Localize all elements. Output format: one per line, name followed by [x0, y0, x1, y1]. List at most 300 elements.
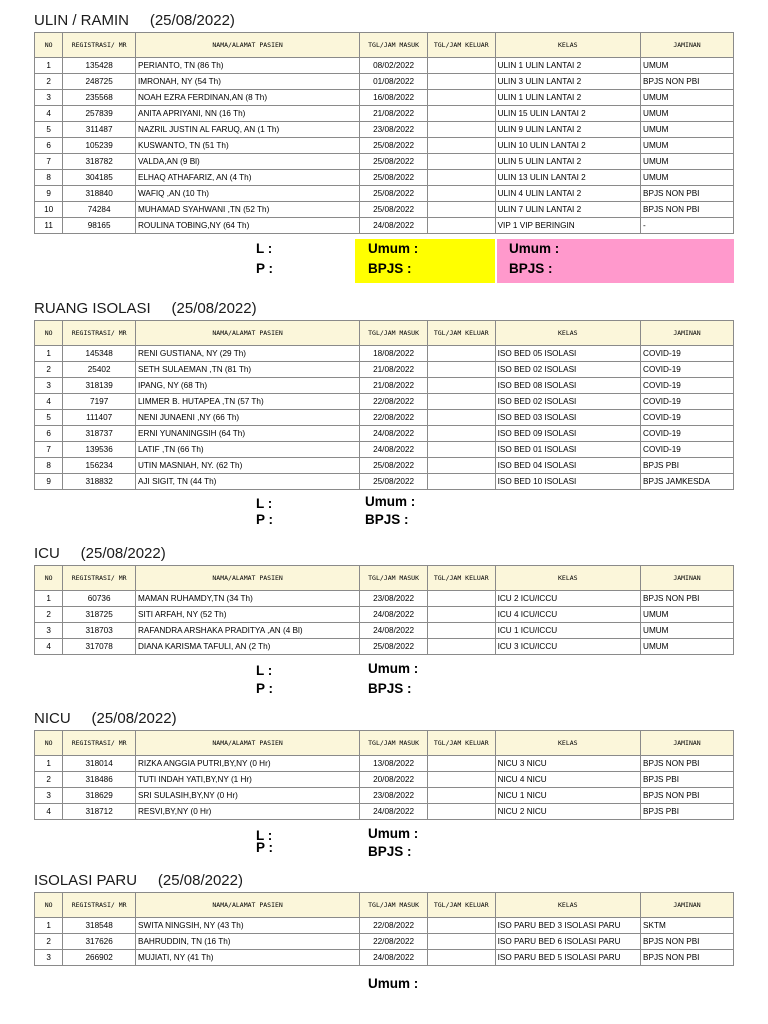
col-keluar: TGL/JAM KELUAR — [427, 566, 495, 591]
table-row — [35, 623, 734, 639]
col-nama: NAMA/ALAMAT PASIEN — [136, 893, 360, 918]
table-row — [35, 378, 734, 394]
table-row — [35, 591, 734, 607]
cell-jaminan: BPJS PBI — [641, 458, 734, 474]
table-row — [35, 756, 734, 772]
cell-masuk: 23/08/2022 — [360, 122, 428, 138]
cell-kelas: ISO BED 02 ISOLASI — [495, 394, 640, 410]
cell-keluar — [427, 804, 495, 820]
cell-reg: 317626 — [63, 934, 136, 950]
cell-nama: LATIF ,TN (66 Th) — [136, 442, 360, 458]
cell-no: 7 — [35, 154, 63, 170]
table-row — [35, 458, 734, 474]
table-row — [35, 934, 734, 950]
summary-bpjs-label-2: BPJS : — [509, 261, 553, 276]
table-row — [35, 410, 734, 426]
cell-reg: 318014 — [63, 756, 136, 772]
cell-nama: DIANA KARISMA TAFULI, AN (2 Th) — [136, 639, 360, 655]
cell-reg: 318486 — [63, 772, 136, 788]
cell-no: 3 — [35, 378, 63, 394]
cell-nama: MUHAMAD SYAHWANI ,TN (52 Th) — [136, 202, 360, 218]
table-row — [35, 804, 734, 820]
col-reg: REGISTRASI/ MR — [63, 731, 136, 756]
cell-jaminan: COVID-19 — [641, 442, 734, 458]
cell-masuk: 25/08/2022 — [360, 202, 428, 218]
cell-jaminan: BPJS JAMKESDA — [641, 474, 734, 490]
cell-reg: 235568 — [63, 90, 136, 106]
summary-umum-label: Umum : — [368, 976, 419, 991]
cell-no: 7 — [35, 442, 63, 458]
cell-keluar — [427, 218, 495, 234]
cell-masuk: 22/08/2022 — [360, 934, 428, 950]
cell-reg: 318703 — [63, 623, 136, 639]
col-reg: REGISTRASI/ MR — [63, 321, 136, 346]
col-no: NO — [35, 731, 63, 756]
cell-reg: 318737 — [63, 426, 136, 442]
cell-masuk: 24/08/2022 — [360, 426, 428, 442]
summary-l-label: L : — [256, 828, 273, 843]
cell-reg: 318548 — [63, 918, 136, 934]
cell-masuk: 24/08/2022 — [360, 804, 428, 820]
cell-nama: NAZRIL JUSTIN AL FARUQ, AN (1 Th) — [136, 122, 360, 138]
table-row — [35, 106, 734, 122]
cell-jaminan: BPJS NON PBI — [641, 74, 734, 90]
table-row — [35, 58, 734, 74]
cell-reg: 98165 — [63, 218, 136, 234]
cell-keluar — [427, 122, 495, 138]
cell-nama: UTIN MASNIAH, NY. (62 Th) — [136, 458, 360, 474]
cell-masuk: 23/08/2022 — [360, 788, 428, 804]
col-keluar: TGL/JAM KELUAR — [427, 893, 495, 918]
cell-kelas: ICU 3 ICU/ICCU — [495, 639, 640, 655]
cell-reg: 318840 — [63, 186, 136, 202]
cell-no: 4 — [35, 394, 63, 410]
col-keluar: TGL/JAM KELUAR — [427, 731, 495, 756]
cell-keluar — [427, 623, 495, 639]
cell-reg: 318725 — [63, 607, 136, 623]
cell-jaminan: BPJS NON PBI — [641, 202, 734, 218]
col-masuk: TGL/JAM MASUK — [360, 893, 428, 918]
cell-jaminan: BPJS NON PBI — [641, 934, 734, 950]
cell-kelas: ULIN 1 ULIN LANTAI 2 — [495, 90, 640, 106]
col-keluar: TGL/JAM KELUAR — [427, 321, 495, 346]
cell-nama: VALDA,AN (9 Bl) — [136, 154, 360, 170]
cell-keluar — [427, 591, 495, 607]
table-row — [35, 950, 734, 966]
cell-no: 1 — [35, 58, 63, 74]
table-row — [35, 154, 734, 170]
cell-masuk: 16/08/2022 — [360, 90, 428, 106]
cell-masuk: 25/08/2022 — [360, 154, 428, 170]
table-row — [35, 639, 734, 655]
cell-no: 4 — [35, 106, 63, 122]
cell-no: 1 — [35, 756, 63, 772]
cell-jaminan: UMUM — [641, 90, 734, 106]
col-reg: REGISTRASI/ MR — [63, 33, 136, 58]
cell-keluar — [427, 639, 495, 655]
cell-masuk: 21/08/2022 — [360, 106, 428, 122]
cell-nama: WAFIQ ,AN (10 Th) — [136, 186, 360, 202]
cell-kelas: ULIN 1 ULIN LANTAI 2 — [495, 58, 640, 74]
table-row — [35, 346, 734, 362]
cell-keluar — [427, 106, 495, 122]
cell-nama: BAHRUDDIN, TN (16 Th) — [136, 934, 360, 950]
table-header — [35, 893, 734, 918]
col-jaminan: JAMINAN — [641, 321, 734, 346]
cell-jaminan: BPJS NON PBI — [641, 788, 734, 804]
col-nama: NAMA/ALAMAT PASIEN — [136, 566, 360, 591]
table-row — [35, 362, 734, 378]
cell-reg: 7197 — [63, 394, 136, 410]
cell-kelas: ULIN 9 ULIN LANTAI 2 — [495, 122, 640, 138]
cell-jaminan: UMUM — [641, 122, 734, 138]
cell-masuk: 22/08/2022 — [360, 394, 428, 410]
col-jaminan: JAMINAN — [641, 893, 734, 918]
cell-kelas: VIP 1 VIP BERINGIN — [495, 218, 640, 234]
cell-nama: IMRONAH, NY (54 Th) — [136, 74, 360, 90]
table-header — [35, 566, 734, 591]
cell-no: 6 — [35, 138, 63, 154]
cell-no: 2 — [35, 934, 63, 950]
cell-no: 8 — [35, 170, 63, 186]
section-title: RUANG ISOLASI (25/08/2022) — [34, 300, 257, 317]
table-header — [35, 731, 734, 756]
cell-reg: 304185 — [63, 170, 136, 186]
col-jaminan: JAMINAN — [641, 566, 734, 591]
cell-jaminan: UMUM — [641, 623, 734, 639]
cell-nama: ANITA APRIYANI, NN (16 Th) — [136, 106, 360, 122]
cell-nama: MAMAN RUHAMDY,TN (34 Th) — [136, 591, 360, 607]
col-jaminan: JAMINAN — [641, 731, 734, 756]
table-row — [35, 186, 734, 202]
summary-umum-label-2: Umum : — [509, 241, 560, 256]
patient-table — [34, 32, 734, 234]
cell-masuk: 18/08/2022 — [360, 346, 428, 362]
summary-p-label: P : — [256, 840, 274, 855]
cell-keluar — [427, 362, 495, 378]
col-jaminan: JAMINAN — [641, 33, 734, 58]
summary — [34, 239, 734, 283]
cell-jaminan: UMUM — [641, 170, 734, 186]
cell-no: 4 — [35, 804, 63, 820]
cell-jaminan: BPJS PBI — [641, 804, 734, 820]
cell-masuk: 22/08/2022 — [360, 410, 428, 426]
cell-jaminan: SKTM — [641, 918, 734, 934]
cell-reg: 317078 — [63, 639, 136, 655]
cell-kelas: ISO BED 01 ISOLASI — [495, 442, 640, 458]
summary-umum-label: Umum : — [368, 661, 419, 676]
cell-no: 3 — [35, 90, 63, 106]
cell-nama: NENI JUNAENI ,NY (66 Th) — [136, 410, 360, 426]
cell-reg: 318782 — [63, 154, 136, 170]
patient-table — [34, 892, 734, 966]
cell-nama: RIZKA ANGGIA PUTRI,BY,NY (0 Hr) — [136, 756, 360, 772]
col-masuk: TGL/JAM MASUK — [360, 33, 428, 58]
summary-bpjs-label: BPJS : — [368, 681, 412, 696]
cell-reg: 266902 — [63, 950, 136, 966]
cell-keluar — [427, 394, 495, 410]
cell-keluar — [427, 950, 495, 966]
cell-masuk: 22/08/2022 — [360, 918, 428, 934]
section-title: ISOLASI PARU (25/08/2022) — [34, 872, 243, 889]
cell-nama: NOAH EZRA FERDINAN,AN (8 Th) — [136, 90, 360, 106]
summary — [34, 494, 734, 538]
cell-kelas: ULIN 3 ULIN LANTAI 2 — [495, 74, 640, 90]
table-row — [35, 772, 734, 788]
cell-reg: 318712 — [63, 804, 136, 820]
cell-jaminan: UMUM — [641, 639, 734, 655]
cell-kelas: ULIN 4 ULIN LANTAI 2 — [495, 186, 640, 202]
cell-no: 2 — [35, 74, 63, 90]
cell-masuk: 13/08/2022 — [360, 756, 428, 772]
summary-umum-label: Umum : — [365, 494, 416, 509]
cell-jaminan: UMUM — [641, 138, 734, 154]
cell-masuk: 25/08/2022 — [360, 170, 428, 186]
cell-jaminan: UMUM — [641, 154, 734, 170]
cell-masuk: 21/08/2022 — [360, 378, 428, 394]
cell-keluar — [427, 426, 495, 442]
cell-reg: 318832 — [63, 474, 136, 490]
section-ulin-ramin — [34, 10, 734, 283]
cell-keluar — [427, 474, 495, 490]
col-nama: NAMA/ALAMAT PASIEN — [136, 33, 360, 58]
col-no: NO — [35, 321, 63, 346]
cell-keluar — [427, 346, 495, 362]
summary-umum-label: Umum : — [368, 241, 419, 256]
col-masuk: TGL/JAM MASUK — [360, 731, 428, 756]
col-kelas: KELAS — [495, 33, 640, 58]
cell-kelas: ULIN 13 ULIN LANTAI 2 — [495, 170, 640, 186]
cell-kelas: ISO BED 10 ISOLASI — [495, 474, 640, 490]
cell-no: 2 — [35, 772, 63, 788]
col-kelas: KELAS — [495, 893, 640, 918]
cell-kelas: ISO BED 08 ISOLASI — [495, 378, 640, 394]
summary-bpjs-label: BPJS : — [365, 512, 409, 527]
section-title: ICU (25/08/2022) — [34, 545, 166, 562]
cell-nama: RAFANDRA ARSHAKA PRADITYA ,AN (4 Bl) — [136, 623, 360, 639]
summary — [34, 661, 734, 705]
cell-keluar — [427, 934, 495, 950]
cell-no: 5 — [35, 410, 63, 426]
table-row — [35, 202, 734, 218]
section-icu — [34, 543, 734, 705]
col-no: NO — [35, 566, 63, 591]
cell-kelas: NICU 4 NICU — [495, 772, 640, 788]
cell-reg: 135428 — [63, 58, 136, 74]
cell-masuk: 25/08/2022 — [360, 639, 428, 655]
summary-p-label: P : — [256, 512, 274, 527]
cell-kelas: ICU 1 ICU/ICCU — [495, 623, 640, 639]
cell-no: 1 — [35, 918, 63, 934]
cell-no: 1 — [35, 346, 63, 362]
cell-nama: ERNI YUNANINGSIH (64 Th) — [136, 426, 360, 442]
cell-kelas: ISO PARU BED 5 ISOLASI PARU — [495, 950, 640, 966]
cell-reg: 111407 — [63, 410, 136, 426]
cell-jaminan: BPJS NON PBI — [641, 591, 734, 607]
cell-reg: 139536 — [63, 442, 136, 458]
cell-reg: 25402 — [63, 362, 136, 378]
cell-nama: SWITA NINGSIH, NY (43 Th) — [136, 918, 360, 934]
cell-kelas: ULIN 7 ULIN LANTAI 2 — [495, 202, 640, 218]
cell-jaminan: - — [641, 218, 734, 234]
summary-l-label: L : — [256, 241, 273, 256]
cell-jaminan: COVID-19 — [641, 362, 734, 378]
section-title: ULIN / RAMIN (25/08/2022) — [34, 12, 235, 29]
cell-reg: 311487 — [63, 122, 136, 138]
cell-kelas: ICU 4 ICU/ICCU — [495, 607, 640, 623]
col-kelas: KELAS — [495, 731, 640, 756]
cell-keluar — [427, 918, 495, 934]
cell-nama: IPANG, NY (68 Th) — [136, 378, 360, 394]
table-row — [35, 218, 734, 234]
cell-kelas: ISO PARU BED 6 ISOLASI PARU — [495, 934, 640, 950]
col-no: NO — [35, 33, 63, 58]
patient-table — [34, 730, 734, 820]
cell-no: 3 — [35, 623, 63, 639]
cell-jaminan: BPJS NON PBI — [641, 950, 734, 966]
cell-kelas: ULIN 15 ULIN LANTAI 2 — [495, 106, 640, 122]
cell-masuk: 21/08/2022 — [360, 362, 428, 378]
cell-nama: SETH SULAEMAN ,TN (81 Th) — [136, 362, 360, 378]
cell-nama: KUSWANTO, TN (51 Th) — [136, 138, 360, 154]
section-ruang-isolasi — [34, 298, 734, 538]
cell-masuk: 24/08/2022 — [360, 218, 428, 234]
cell-masuk: 23/08/2022 — [360, 591, 428, 607]
cell-jaminan: BPJS NON PBI — [641, 756, 734, 772]
cell-keluar — [427, 170, 495, 186]
patient-table — [34, 320, 734, 490]
cell-keluar — [427, 74, 495, 90]
cell-jaminan: COVID-19 — [641, 410, 734, 426]
cell-kelas: NICU 2 NICU — [495, 804, 640, 820]
cell-jaminan: UMUM — [641, 106, 734, 122]
cell-keluar — [427, 410, 495, 426]
cell-jaminan: UMUM — [641, 58, 734, 74]
cell-keluar — [427, 90, 495, 106]
table-row — [35, 74, 734, 90]
cell-no: 2 — [35, 607, 63, 623]
col-masuk: TGL/JAM MASUK — [360, 321, 428, 346]
table-row — [35, 474, 734, 490]
cell-keluar — [427, 772, 495, 788]
col-kelas: KELAS — [495, 566, 640, 591]
cell-keluar — [427, 756, 495, 772]
cell-nama: AJI SIGIT, TN (44 Th) — [136, 474, 360, 490]
cell-no: 5 — [35, 122, 63, 138]
cell-keluar — [427, 442, 495, 458]
col-no: NO — [35, 893, 63, 918]
section-title: NICU (25/08/2022) — [34, 710, 177, 727]
col-nama: NAMA/ALAMAT PASIEN — [136, 321, 360, 346]
summary-bpjs-label: BPJS : — [368, 261, 412, 276]
table-row — [35, 918, 734, 934]
cell-nama: SITI ARFAH, NY (52 Th) — [136, 607, 360, 623]
cell-jaminan: BPJS PBI — [641, 772, 734, 788]
table-row — [35, 170, 734, 186]
section-nicu — [34, 708, 734, 870]
cell-kelas: NICU 1 NICU — [495, 788, 640, 804]
cell-keluar — [427, 186, 495, 202]
cell-masuk: 24/08/2022 — [360, 950, 428, 966]
cell-reg: 60736 — [63, 591, 136, 607]
cell-masuk: 25/08/2022 — [360, 458, 428, 474]
cell-masuk: 25/08/2022 — [360, 138, 428, 154]
table-row — [35, 426, 734, 442]
table-row — [35, 122, 734, 138]
cell-masuk: 24/08/2022 — [360, 623, 428, 639]
cell-kelas: ISO BED 04 ISOLASI — [495, 458, 640, 474]
col-masuk: TGL/JAM MASUK — [360, 566, 428, 591]
col-nama: NAMA/ALAMAT PASIEN — [136, 731, 360, 756]
cell-masuk: 25/08/2022 — [360, 474, 428, 490]
cell-reg: 105239 — [63, 138, 136, 154]
summary-umum-label: Umum : — [368, 826, 419, 841]
cell-keluar — [427, 154, 495, 170]
cell-no: 6 — [35, 426, 63, 442]
cell-kelas: ISO BED 02 ISOLASI — [495, 362, 640, 378]
cell-nama: RENI GUSTIANA, NY (29 Th) — [136, 346, 360, 362]
cell-jaminan: COVID-19 — [641, 378, 734, 394]
cell-no: 2 — [35, 362, 63, 378]
summary-p-label: P : — [256, 681, 274, 696]
cell-no: 8 — [35, 458, 63, 474]
cell-keluar — [427, 378, 495, 394]
col-reg: REGISTRASI/ MR — [63, 893, 136, 918]
cell-kelas: ISO BED 03 ISOLASI — [495, 410, 640, 426]
cell-keluar — [427, 607, 495, 623]
cell-jaminan: COVID-19 — [641, 394, 734, 410]
cell-keluar — [427, 58, 495, 74]
summary-p-label: P : — [256, 261, 274, 276]
cell-no: 9 — [35, 186, 63, 202]
col-keluar: TGL/JAM KELUAR — [427, 33, 495, 58]
cell-masuk: 24/08/2022 — [360, 607, 428, 623]
cell-no: 1 — [35, 591, 63, 607]
cell-masuk: 08/02/2022 — [360, 58, 428, 74]
table-row — [35, 788, 734, 804]
cell-keluar — [427, 458, 495, 474]
table-header — [35, 33, 734, 58]
cell-masuk: 25/08/2022 — [360, 186, 428, 202]
cell-kelas: ULIN 10 ULIN LANTAI 2 — [495, 138, 640, 154]
cell-nama: ROULINA TOBING,NY (64 Th) — [136, 218, 360, 234]
cell-reg: 145348 — [63, 346, 136, 362]
cell-nama: TUTI INDAH YATI,BY,NY (1 Hr) — [136, 772, 360, 788]
col-reg: REGISTRASI/ MR — [63, 566, 136, 591]
summary-l-label: L : — [256, 663, 273, 678]
cell-no: 3 — [35, 950, 63, 966]
cell-no: 4 — [35, 639, 63, 655]
cell-masuk: 20/08/2022 — [360, 772, 428, 788]
table-row — [35, 90, 734, 106]
cell-kelas: ISO PARU BED 3 ISOLASI PARU — [495, 918, 640, 934]
cell-no: 11 — [35, 218, 63, 234]
cell-nama: SRI SULASIH,BY,NY (0 Hr) — [136, 788, 360, 804]
table-row — [35, 394, 734, 410]
cell-reg: 318139 — [63, 378, 136, 394]
cell-jaminan: COVID-19 — [641, 346, 734, 362]
summary — [34, 826, 734, 870]
cell-kelas: ULIN 5 ULIN LANTAI 2 — [495, 154, 640, 170]
summary — [34, 970, 734, 992]
cell-nama: RESVI,BY,NY (0 Hr) — [136, 804, 360, 820]
cell-kelas: ICU 2 ICU/ICCU — [495, 591, 640, 607]
table-row — [35, 442, 734, 458]
cell-kelas: ISO BED 05 ISOLASI — [495, 346, 640, 362]
cell-keluar — [427, 788, 495, 804]
cell-masuk: 24/08/2022 — [360, 442, 428, 458]
cell-kelas: NICU 3 NICU — [495, 756, 640, 772]
